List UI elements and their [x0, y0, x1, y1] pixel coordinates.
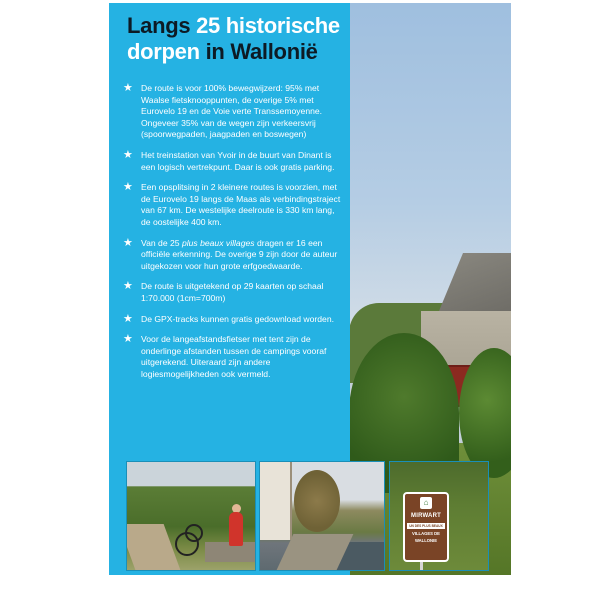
title-highlight: 25 historische dorpen [127, 13, 340, 64]
feature-list [123, 83, 345, 389]
list-item: ★ De route is voor 100% bewegwijzerd: 95% met Waalse fietsknooppunten, de overige 5% met Eurovelo 19 en de Voie verte Transsemoyenne. Ongeveer 35% van de wegen zijn verkeersvrij (spoorwegpaden, jaagpaden en boswegen) [123, 82, 323, 140]
list-item: ★ Van de 25 plus beaux villages dragen er 16 een officiële erkenning. De overige 9 zijn door de auteur uitgekozen voor hun grote erfgoedwaarde. [123, 236, 338, 271]
star-icon: ★ [123, 280, 133, 293]
star-icon: ★ [123, 82, 133, 94]
title-part: Langs [127, 13, 197, 38]
star-icon: ★ [123, 181, 133, 194]
book-back-cover [109, 3, 511, 575]
title-part: in Wallonië [199, 39, 318, 64]
photo-cyclists-resting [126, 461, 256, 571]
list-item: ★ De route is uitgetekend op 29 kaarten op schaal 1:70.000 (1cm=700m) [123, 280, 324, 303]
page-title [127, 13, 342, 65]
list-item: ★ De GPX-tracks kunnen gratis gedownload worden. [123, 312, 334, 325]
sign-village-name: MIRWART [411, 513, 441, 519]
village-sign [403, 492, 449, 562]
list-item: ★ Een opsplitsing in 2 kleinere routes is voorzien, met de Eurovelo 19 langs de Maas als verbindingstraject van 67 km. De westelijke deelroute is 330 km lang, de oostelijke 400 km. [123, 181, 341, 227]
photo-canal-lock [259, 461, 385, 571]
sign-line: UN DES PLUS BEAUX [407, 523, 445, 529]
village-logo-icon: ⌂ [420, 497, 432, 509]
photo-village-sign [389, 461, 489, 571]
star-icon: ★ [123, 148, 133, 161]
list-item: ★ Voor de langeafstandsfietser met tent zijn de onderlinge afstanden tussen de campings vooraf uitgerekend. Uiteraard zijn andere logiesmogelijkheden ook vermeld. [123, 333, 327, 379]
sign-line: WALLONIE [414, 538, 438, 543]
star-icon: ★ [123, 236, 133, 249]
star-icon: ★ [123, 312, 133, 325]
star-icon: ★ [123, 333, 133, 346]
list-item: ★ Het treinstation van Yvoir in de buurt van Dinant is een logisch vertrekpunt. Daar is ook gratis parking. [123, 148, 335, 172]
sign-line: VILLAGES DE [412, 531, 440, 536]
